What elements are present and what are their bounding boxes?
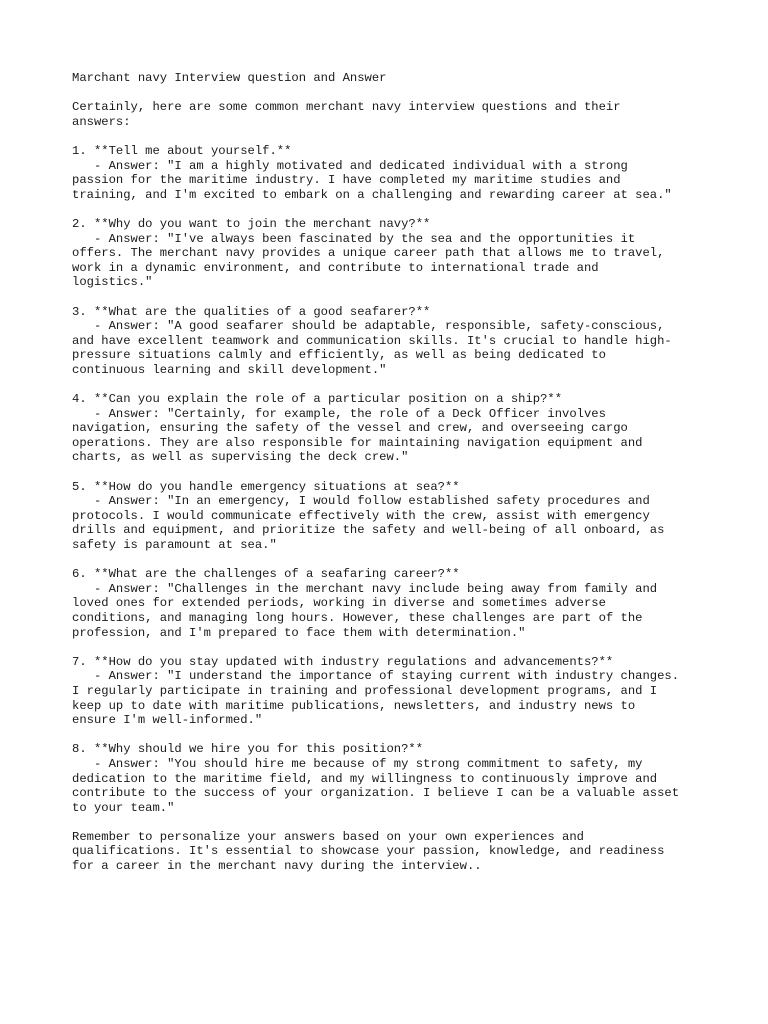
qa-item-4 xyxy=(72,392,712,465)
qa-item-3 xyxy=(72,305,712,378)
answer-line: offers. The merchant navy provides a unique career path that allows me to travel, xyxy=(72,246,665,261)
closing-line: qualifications. It's essential to showcase your passion, knowledge, and readiness xyxy=(72,844,665,859)
intro-line: answers: xyxy=(72,114,131,129)
answer-line: drills and equipment, and prioritize the safety and well-being of all onboard, as xyxy=(72,523,665,538)
answer-line: navigation, ensuring the safety of the vessel and crew, and overseeing cargo xyxy=(72,421,628,436)
answer-line: protocols. I would communicate effectively with the crew, assist with emergency xyxy=(72,508,650,523)
question-line: 1. **Tell me about yourself.** xyxy=(72,143,292,158)
answer-line: - Answer: "Certainly, for example, the role of a Deck Officer involves xyxy=(72,406,606,421)
answer-line: operations. They are also responsible for maintaining navigation equipment and xyxy=(72,435,643,450)
answer-line: ensure I'm well-informed." xyxy=(72,713,263,728)
closing-paragraph xyxy=(72,830,712,874)
answer-line: I regularly participate in training and professional development programs, and I xyxy=(72,683,658,698)
intro-line: Certainly, here are some common merchant navy interview questions and their xyxy=(72,100,621,115)
qa-item-8 xyxy=(72,742,712,815)
answer-line: work in a dynamic environment, and contribute to international trade and xyxy=(72,260,599,275)
answer-line: dedication to the maritime field, and my willingness to continuously improve and xyxy=(72,771,658,786)
closing-line: Remember to personalize your answers based on your own experiences and xyxy=(72,829,584,844)
closing-line: for a career in the merchant navy during the interview.. xyxy=(72,859,482,874)
answer-line: continuous learning and skill development." xyxy=(72,362,387,377)
answer-line: - Answer: "I am a highly motivated and dedicated individual with a strong xyxy=(72,158,628,173)
answer-line: - Answer: "You should hire me because of my strong commitment to safety, my xyxy=(72,756,643,771)
qa-item-2 xyxy=(72,217,712,290)
answer-line: logistics." xyxy=(72,275,153,290)
question-line: 7. **How do you stay updated with industry regulations and advancements?** xyxy=(72,654,614,669)
answer-line: training, and I'm excited to embark on a challenging and rewarding career at sea." xyxy=(72,187,672,202)
answer-line: profession, and I'm prepared to face them with determination." xyxy=(72,625,526,640)
answer-line: conditions, and managing long hours. However, these challenges are part of the xyxy=(72,610,643,625)
answer-line: keep up to date with maritime publications, newsletters, and industry news to xyxy=(72,698,636,713)
question-line: 2. **Why do you want to join the merchant navy?** xyxy=(72,216,431,231)
intro-paragraph xyxy=(72,100,712,129)
document-title: Marchant navy Interview question and Answer xyxy=(72,71,387,85)
answer-line: to your team." xyxy=(72,800,175,815)
qa-item-6 xyxy=(72,567,712,640)
qa-item-1 xyxy=(72,144,712,202)
answer-line: contribute to the success of your organization. I believe I can be a valuable asset xyxy=(72,786,680,801)
question-line: 4. **Can you explain the role of a particular position on a ship?** xyxy=(72,392,563,407)
question-line: 6. **What are the challenges of a seafaring career?** xyxy=(72,567,460,582)
question-line: 5. **How do you handle emergency situations at sea?** xyxy=(72,479,460,494)
answer-line: charts, as well as supervising the deck crew." xyxy=(72,450,409,465)
qa-item-5 xyxy=(72,480,712,553)
answer-line: pressure situations calmly and efficiently, as well as being dedicated to xyxy=(72,348,606,363)
answer-line: and have excellent teamwork and communication skills. It's crucial to handle high- xyxy=(72,333,672,348)
answer-line: - Answer: "Challenges in the merchant navy include being away from family and xyxy=(72,581,658,596)
answer-line: loved ones for extended periods, working in diverse and sometimes adverse xyxy=(72,596,606,611)
answer-line: - Answer: "I've always been fascinated by the sea and the opportunities it xyxy=(72,231,636,246)
qa-item-7 xyxy=(72,655,712,728)
answer-line: - Answer: "In an emergency, I would follow established safety procedures and xyxy=(72,494,650,509)
answer-line: - Answer: "I understand the importance of staying current with industry changes. xyxy=(72,669,680,684)
question-line: 8. **Why should we hire you for this position?** xyxy=(72,742,424,757)
answer-line: passion for the maritime industry. I have completed my maritime studies and xyxy=(72,173,621,188)
document-page xyxy=(72,71,712,874)
question-line: 3. **What are the qualities of a good seafarer?** xyxy=(72,304,431,319)
answer-line: - Answer: "A good seafarer should be adaptable, responsible, safety-conscious, xyxy=(72,319,665,334)
answer-line: safety is paramount at sea." xyxy=(72,538,277,552)
